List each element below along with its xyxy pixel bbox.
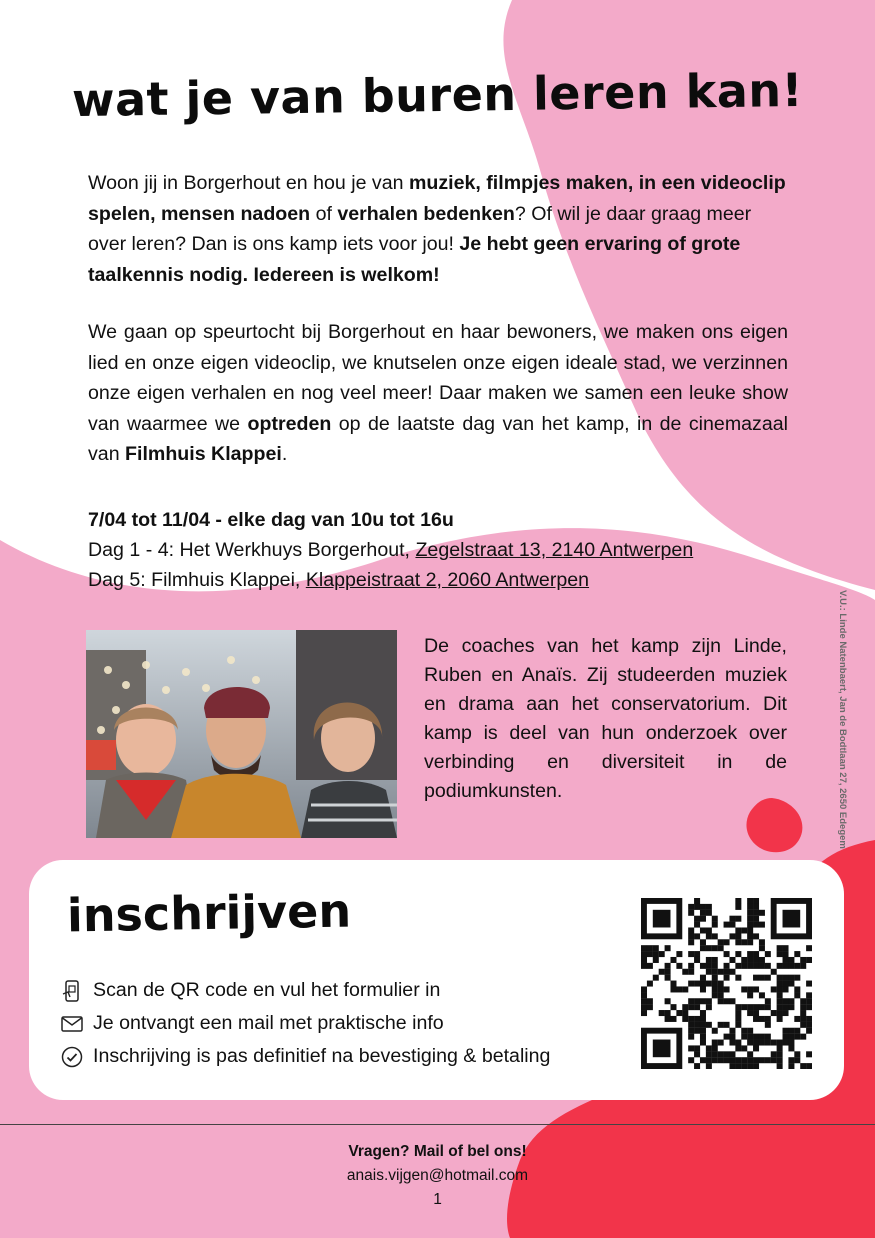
signup-qr-code[interactable] — [641, 898, 812, 1069]
footer — [0, 1140, 875, 1212]
day1-address-link[interactable]: Zegelstraat 13, 2140 Antwerpen — [415, 539, 694, 561]
step-scan: Scan de QR code en vul het formulier in — [61, 974, 641, 1007]
schedule-day5: Dag 5: Filmhuis Klappei, Klappeistraat 2, 2060 Antwerpen — [88, 569, 590, 591]
step-confirm: Inschrijving is pas definitief na bevestiging & betaling — [61, 1040, 641, 1073]
responsible-publisher: V.U.: Linde Natenbaert, Jan de Bodtlaan 27, 2650 Edegem — [837, 590, 848, 849]
page-title: wat je van buren leren kan! — [71, 62, 804, 128]
day5-address-link[interactable]: Klappeistraat 2, 2060 Antwerpen — [305, 569, 590, 591]
check-circle-icon — [61, 1046, 83, 1068]
signup-card — [29, 860, 844, 1100]
coaches-photo — [86, 630, 397, 838]
schedule-heading: 7/04 tot 11/04 - elke dag van 10u tot 16u — [88, 509, 454, 531]
mail-icon — [61, 1013, 83, 1035]
intro-paragraph: Woon jij in Borgerhout en hou je van muziek, filmpjes maken, in een videoclip spelen, mensen nadoen of verhalen bedenken? Of wil je daar graag meer over leren? Dan is ons kamp iets voor jou! Je hebt geen ervaring of grote taalkennis nodig. Iedereen is welkom! — [88, 172, 786, 286]
signup-title: inschrijven — [66, 883, 352, 943]
footer-email[interactable]: anais.vijgen@hotmail.com — [346, 1167, 529, 1184]
page-number: 1 — [433, 1191, 442, 1208]
program-paragraph: We gaan op speurtocht bij Borgerhout en haar bewoners, we maken ons eigen lied en onze eigen videoclip, we knutselen onze eigen ideale stad, we verzinnen onze eigen verhalen en nog veel meer! Daar maken we samen een leuke show van waarmee we optreden op de laatste dag van het kamp, in de cinemazaal van Filmhuis Klappei. — [88, 321, 788, 465]
step-mail: Je ontvangt een mail met praktische info — [61, 1007, 641, 1040]
schedule — [88, 505, 808, 595]
footer-divider — [0, 1124, 875, 1125]
signup-steps — [61, 974, 641, 1073]
footer-question: Vragen? Mail of bel ons! — [348, 1143, 527, 1160]
coaches-text: De coaches van het kamp zijn Linde, Ruben en Anaïs. Zij studeerden muziek en drama aan het conservatorium. Dit kamp is deel van hun onderzoek over verbinding en diversiteit in de podiumkunsten. — [424, 635, 787, 802]
schedule-day1: Dag 1 - 4: Het Werkhuys Borgerhout, Zegelstraat 13, 2140 Antwerpen — [88, 539, 694, 561]
phone-scan-icon — [61, 980, 83, 1002]
